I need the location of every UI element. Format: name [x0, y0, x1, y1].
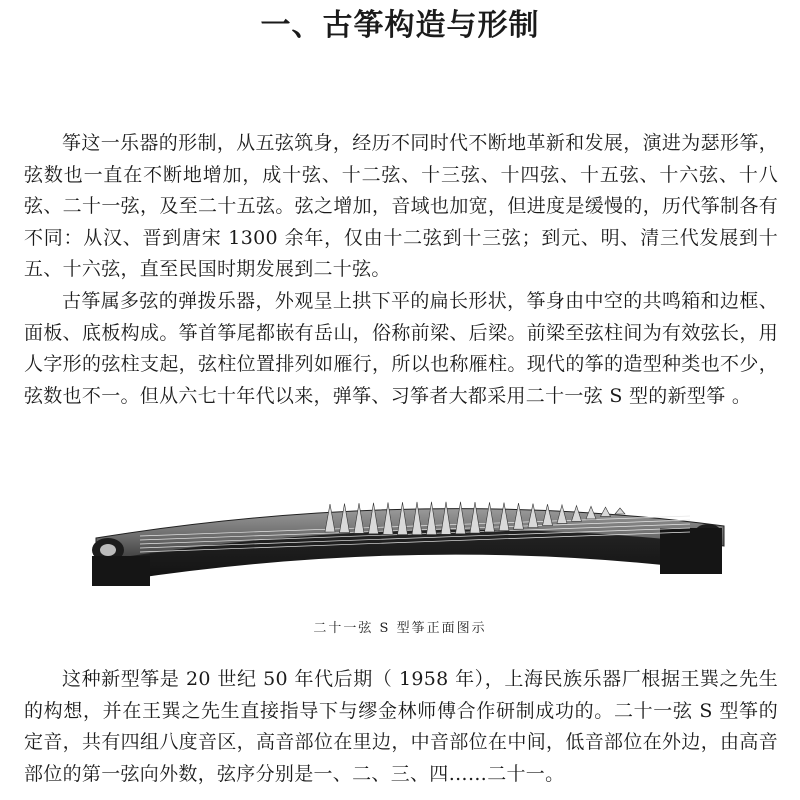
guzheng-front-foot: [92, 556, 150, 586]
guzheng-bridge: [601, 507, 611, 516]
paragraph-new-model: 这种新型筝是 20 世纪 50 年代后期（ 1958 年），上海民族乐器厂根据王巽之先生的构想，并在王巽之先生直接指导下与缪金林师傅合作研制成功的。二十一弦 S 型筝的定音，共有四组八度音区，高音部位在里边，中音部位在中间，低音部位在外边，由高音部位的第一弦向外数，弦序分别是一、二、三、四……二十一。: [24, 668, 778, 785]
guzheng-bridge: [615, 508, 625, 514]
page-title: 一、古筝构造与形制: [260, 8, 540, 43]
figure-caption: 二十一弦 S 型筝正面图示: [313, 621, 487, 636]
paragraph-structure: 古筝属多弦的弹拨乐器，外观呈上拱下平的扁长形状，筝身由中空的共鸣箱和边框、面板、底板构成。筝首筝尾都嵌有岳山，俗称前梁、后梁。前梁至弦柱间为有效弦长，用人字形的弦柱支起，弦柱位置排列如雁行，所以也称雁柱。现代的筝的造型种类也不少，弦数也不一。但从六七十年代以来，弹筝、习筝者大都采用二十一弦 S 型的新型筝 。: [24, 290, 778, 407]
paragraph-history: 筝这一乐器的形制，从五弦筑身，经历不同时代不断地革新和发展，演进为瑟形筝，弦数也一直在不断地增加，成十弦、十二弦、十三弦、十四弦、十五弦、十六弦、十八弦、二十一弦，及至二十五弦。弦之增加，音域也加宽，但进度是缓慢的，历代筝制各有不同：从汉、晋到唐宋 1300 余年，仅由十二弦到十三弦；到元、明、清三代发展到十五、十六弦，直至民国时期发展到二十弦。: [24, 132, 778, 280]
guzheng-figure: [0, 480, 800, 630]
guzheng-rear-foot: [660, 528, 722, 574]
guzheng-illustration: [0, 480, 800, 630]
